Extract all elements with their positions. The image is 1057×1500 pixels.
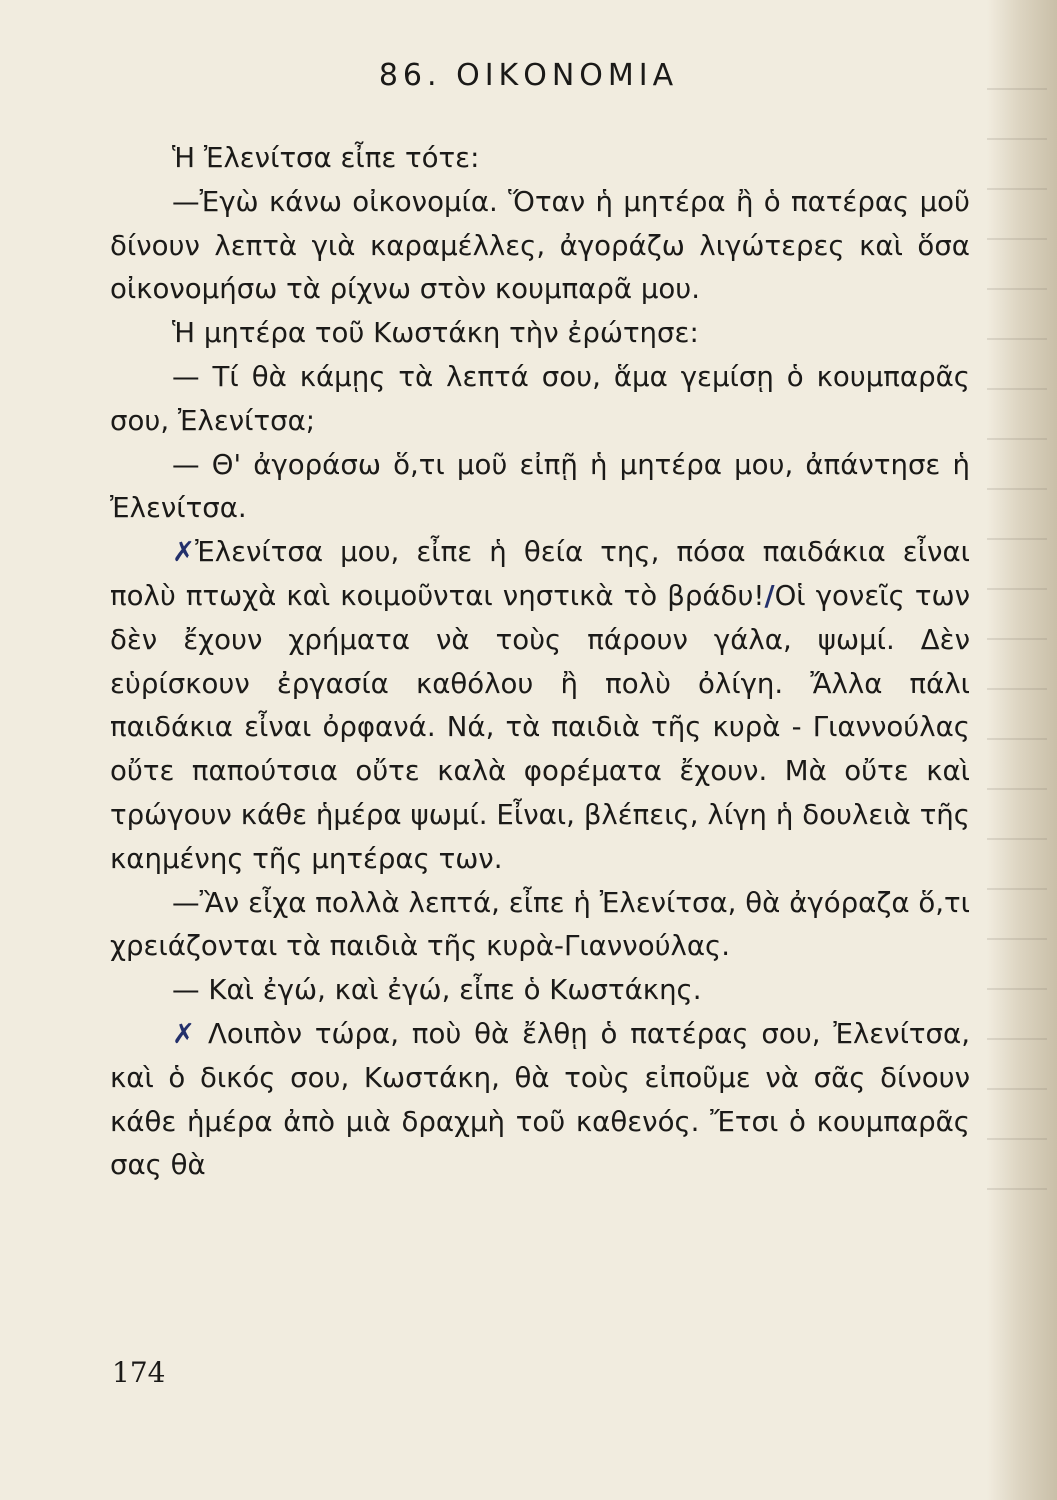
paragraph-6-part-2: Οἱ γονεῖς των δὲν ἔχουν χρήματα νὰ τοὺς πάρουν γάλα, ψωμί. Δὲν εὑρίσκουν ἐργασία καθόλου ἢ πολὺ ὀλίγη. Ἄλλα πάλι παιδάκια εἶναι ὀρφανά. Νά, τὰ παιδιὰ τῆς κυρὰ - Γιαννούλας οὔτε παπούτσια οὔτε καλὰ φορέματα ἔχουν. Μὰ οὔτε καὶ τρώγουν κάθε ἡμέρα ψωμί. Εἶναι, βλέπεις, λίγη ἡ δουλειὰ τῆς καημένης τῆς μητέρας των. [110, 578, 971, 875]
paragraph-7: —Ἂν εἶχα πολλὰ λεπτά, εἶπε ἡ Ἐλενίτσα, θὰ ἀγόραζα ὅ,τι χρειάζονται τὰ παιδιὰ τῆς κυρὰ-Γιαννούλας. [110, 885, 970, 963]
story-text [110, 136, 970, 1187]
paragraph-9 [110, 1012, 970, 1187]
paragraph-1: Ἡ Ἐλενίτσα εἶπε τότε: [172, 141, 480, 174]
paragraph-6 [110, 530, 970, 880]
pen-slash-mark: / [764, 578, 775, 612]
paragraph-2: —Ἐγὼ κάνω οἰκονομία. Ὅταν ἡ μητέρα ἢ ὁ πατέρας μοῦ δίνουν λεπτὰ γιὰ καραμέλλες, ἀγοράζω λιγώτερες καὶ ὅσα οἰκονομήσω τὰ ρίχνω στὸν κουμπαρᾶ μου. [110, 184, 970, 306]
paragraph-4: — Τί θὰ κάμῃς τὰ λεπτά σου, ἅμα γεμίσῃ ὁ κουμπαρᾶς σου, Ἐλενίτσα; [110, 359, 970, 437]
page-number: 174 [112, 1356, 166, 1389]
pen-mark: ✗ [172, 1016, 196, 1050]
pen-mark: ✗ [172, 535, 196, 569]
facing-page-bleed [987, 70, 1047, 1220]
paragraph-6-part-1: Ἐλενίτσα μου, εἶπε ἡ θεία της, πόσα παιδάκια εἶναι πολὺ πτωχὰ καὶ κοιμοῦνται νηστικὰ τὸ βράδυ! [110, 535, 970, 612]
chapter-title: 86. ΟΙΚΟΝΟΜΙΑ [378, 58, 679, 93]
paragraph-3: Ἡ μητέρα τοῦ Κωστάκη τὴν ἐρώτησε: [172, 316, 699, 350]
paragraph-5: — Θ' ἀγοράσω ὅ,τι μοῦ εἰπῇ ἡ μητέρα μου, ἀπάντησε ἡ Ἐλενίτσα. [110, 447, 970, 525]
paragraph-9-text: Λοιπὸν τώρα, ποὺ θὰ ἔλθῃ ὁ πατέρας σου, Ἐλενίτσα, καὶ ὁ δικός σου, Κωστάκη, θὰ τοὺς εἰποῦμε νὰ σᾶς δίνουν κάθε ἡμέρα ἀπὸ μιὰ δραχμὴ τοῦ καθενός. Ἔτσι ὁ κουμπαρᾶς σας θὰ [110, 1016, 970, 1182]
paragraph-8: — Καὶ ἐγώ, καὶ ἐγώ, εἶπε ὁ Κωστάκης. [172, 973, 702, 1007]
